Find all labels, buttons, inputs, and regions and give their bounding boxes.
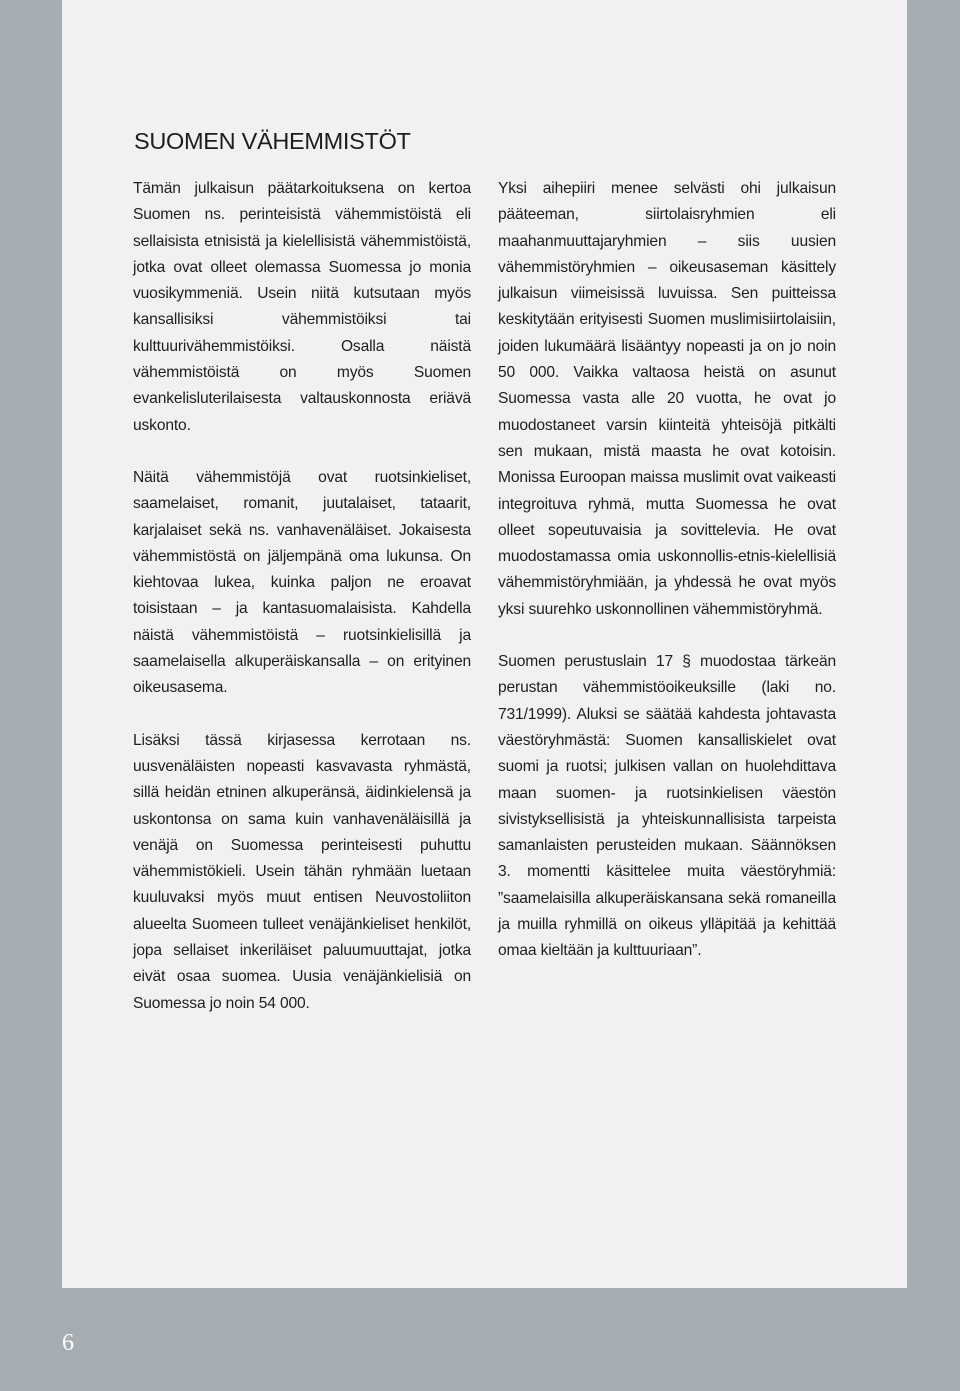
paragraph: Tämän julkaisun päätarkoituksena on kertoa Suomen ns. perinteisistä vähemmistöistä eli sellaisista etnisistä ja kielellisistä vähemmistöistä, jotka ovat olleet olemassa Suomessa jo monia vuosikymmeniä. Usein niitä kutsutaan myös kansallisiksi vähemmistöiksi tai kulttuurivähemmistöiksi. Osalla näistä vähemmistöistä on myös Suomen evankelisluterilaisesta valtauskonnosta eriävä uskonto. bbox=[133, 180, 471, 434]
paragraph: Lisäksi tässä kirjasessa kerrotaan ns. uusvenäläisten nopeasti kasvavasta ryhmästä, sillä heidän etninen alkuperänsä, äidinkielensä ja uskontonsa on sama kuin vanhavenäläisillä ja venäjä on Suomessa perinteisesti puhuttu vähemmistökieli. Usein tähän ryhmään luetaan kuuluvaksi myös muut entisen Neuvostoliiton alueelta Suomeen tulleet venäjänkieliset henkilöt, jopa sellaiset inkeriläiset paluumuuttajat, jotka eivät osaa suomea. Uusia venäjänkielisiä on Suomessa jo noin 54 000. bbox=[133, 731, 471, 1012]
paragraph: Yksi aihepiiri menee selvästi ohi julkaisun pääteeman, siirtolaisryhmien eli maahanmuuttajaryhmien – siis uusien vähemmistöryhmien – oikeusaseman käsittely julkaisun viimeisissä luvuissa. Sen puitteissa keskitytään erityisesti Suomen muslimisiirtolaisiin, joiden lukumäärä lisääntyy nopeasti ja on jo noin 50 000. Vaikka valtaosa heistä on asunut Suomessa vasta alle 20 vuotta, he ovat jo muodostaneet varsin kiinteitä yhteisöjä pitkälti sen mukaan, mistä maasta he ovat kotoisin. Monissa Euroopan maissa muslimit ovat vaikeasti integroituva ryhmä, mutta Suomessa he ovat olleet sopeutuvaisia ja sovittelevia. He ovat muodostamassa omia uskonnollis-etnis-kielellisiä vähemmistöryhmiään, ja yhdessä he ovat myös yksi suurehko uskonnollinen vähemmistöryhmä. bbox=[498, 180, 836, 618]
right-column bbox=[498, 176, 836, 991]
page-title: SUOMEN VÄHEMMISTÖT bbox=[134, 128, 411, 154]
paragraph: Suomen perustuslain 17 § muodostaa tärkeän perustan vähemmistöoikeuksille (laki no. 731/1999). Aluksi se säätää kahdesta johtavasta väestöryhmästä: Suomen kansalliskielet ovat suomi ja ruotsi; julkisen vallan on huolehdittava maan suomen- ja ruotsinkielisen väestön sivistyksellisistä ja yhteiskunnallisista tarpeista samanlaisten perusteiden mukaan. Säännöksen 3. momentti käsittelee muita väestöryhmiä: ”saamelaisilla alkuperäiskansana sekä romaneilla ja muilla ryhmillä on oikeus ylläpitää ja kehittää omaa kieltään ja kulttuuriaan”. bbox=[498, 653, 836, 960]
paragraph: Näitä vähemmistöjä ovat ruotsinkieliset, saamelaiset, romanit, juutalaiset, tataarit, karjalaiset sekä ns. vanhavenäläiset. Jokaisesta vähemmistöstä on jäljempänä oma lukunsa. On kiehtovaa lukea, kuinka paljon ne eroavat toisistaan – ja kantasuomalaisista. Kahdella näistä vähemmistöistä – ruotsinkielisillä ja saamelaisella alkuperäiskansalla – on erityinen oikeusasema. bbox=[133, 468, 471, 697]
page-number: 6 bbox=[62, 1330, 74, 1356]
left-column bbox=[133, 176, 471, 1043]
